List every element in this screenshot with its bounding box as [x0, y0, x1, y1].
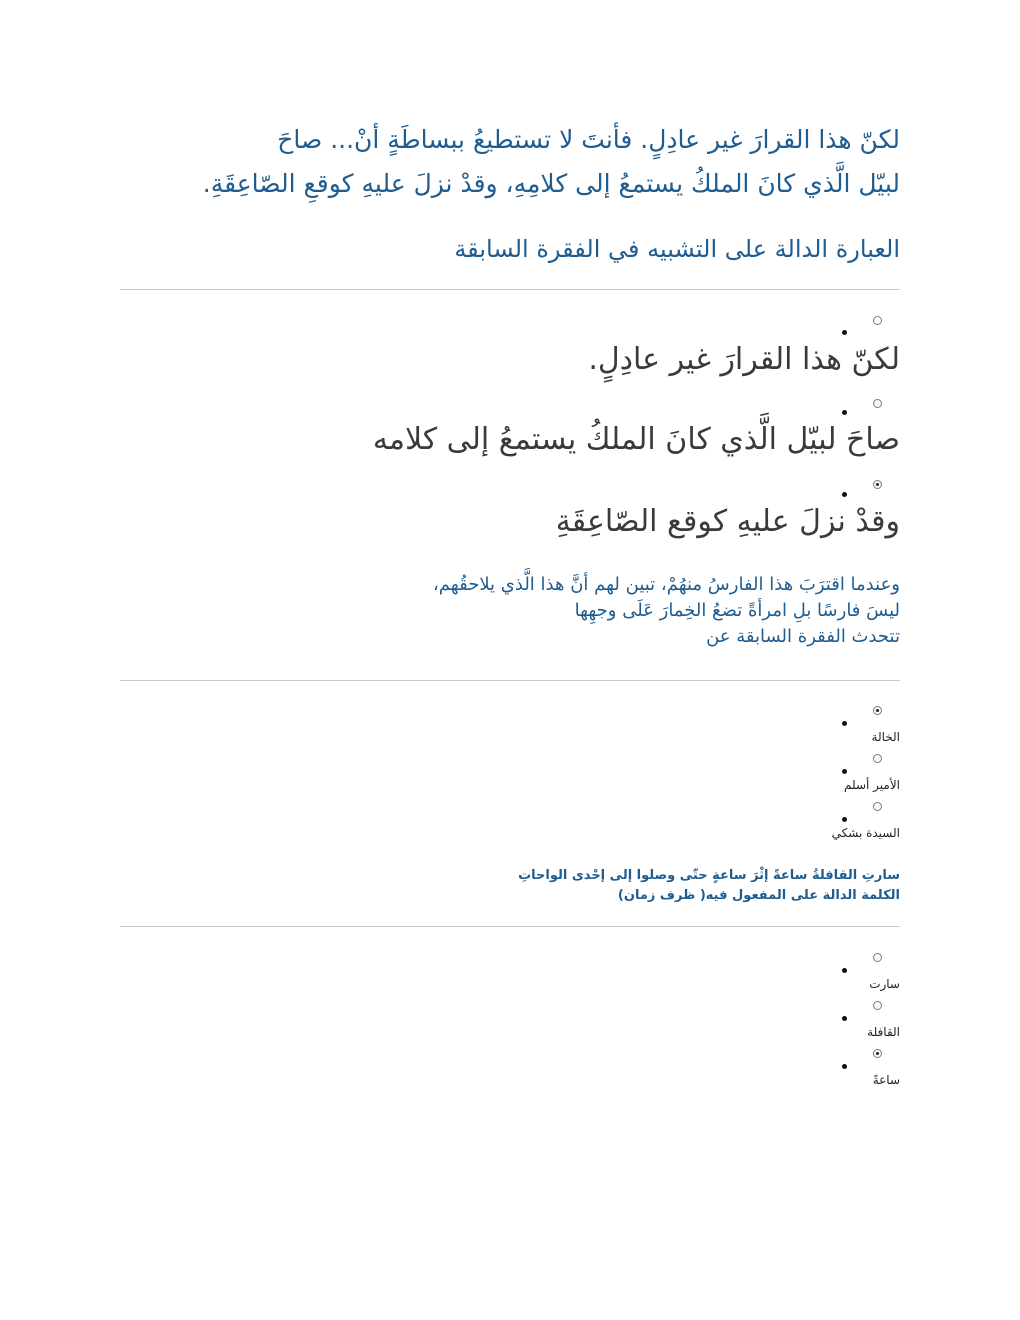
q2-prompt: تتحدث الفقرة السابقة عن [706, 626, 900, 647]
q1-stem-line2: لبيّل الَّذي كانَ الملكُ يستمعُ إلى كلامِهِ، وقدْ نزلَ عليهِ كوقعِ الصّاعِقَةِ. [202, 169, 900, 198]
q1-stem [120, 118, 900, 206]
q3-option-2[interactable] [700, 999, 900, 1045]
q1-option-1-label: لكنّ هذا القرارَ غير عادِلٍ. [588, 342, 900, 377]
q1-divider [120, 289, 900, 290]
bullet-icon [842, 817, 847, 822]
bullet-icon [842, 410, 847, 415]
q2-option-1-label: الخالة [871, 730, 900, 744]
q1-option-2-label: صاحَ لبيّل الَّذي كانَ الملكُ يستمعُ إلى كلامه [372, 422, 900, 457]
radio-button[interactable] [873, 1001, 882, 1010]
q2-option-1[interactable] [700, 704, 900, 750]
radio-button-selected[interactable] [873, 1049, 882, 1058]
q2-option-2[interactable] [700, 752, 900, 798]
q2-divider [120, 680, 900, 681]
q2-option-3[interactable] [700, 800, 900, 846]
bullet-icon [842, 1064, 847, 1069]
radio-button[interactable] [873, 316, 882, 325]
q1-stem-line1: لكنّ هذا القرارَ غير عادِلٍ. فأنتَ لا تستطيعُ ببساطَةٍ أنْ... صاحَ [277, 125, 900, 154]
radio-button-selected[interactable] [873, 706, 882, 715]
bullet-icon [842, 492, 847, 497]
q3-prompt: الكلمة الدالة على المفعول فيه( ظرف زمان) [617, 888, 900, 903]
bullet-icon [842, 330, 847, 335]
q2-stem-line1: وعندما اقترَبَ هذا الفارسُ منهُمْ، تبين لهم أنَّ هذا الَّذي يلاحقُهم، [433, 574, 900, 595]
q3-option-3-label: ساعةً [872, 1073, 900, 1087]
q1-prompt: العبارة الدالة على التشبيه في الفقرة السابقة [454, 235, 900, 263]
q3-options [120, 951, 900, 1101]
q1-option-3[interactable] [120, 478, 900, 558]
radio-button[interactable] [873, 754, 882, 763]
q3-divider [120, 926, 900, 927]
q3-stem-line1: سارتِ القافلةُ ساعةً إثْرَ ساعةٍ حتّى وصلوا إلى إحْدى الواحاتِ [518, 868, 900, 883]
bullet-icon [842, 769, 847, 774]
q2-option-2-label: الأمير أسلم [843, 778, 900, 792]
radio-button-selected[interactable] [873, 480, 882, 489]
bullet-icon [842, 968, 847, 973]
q2-options [120, 704, 900, 854]
q3-option-1-label: سارت [869, 977, 900, 991]
radio-button[interactable] [873, 802, 882, 811]
q1-option-2[interactable] [120, 396, 900, 476]
bullet-icon [842, 1016, 847, 1021]
radio-button[interactable] [873, 953, 882, 962]
q3-option-3[interactable] [700, 1047, 900, 1093]
q2-stem-line2: ليسَ فارسًا بلِ امرأةً تضعُ الخِمارَ عَلَى وجهِها [574, 600, 900, 621]
bullet-icon [842, 721, 847, 726]
q1-options [120, 310, 900, 560]
q3-option-1[interactable] [700, 951, 900, 997]
q3-option-2-label: القافلة [867, 1025, 900, 1039]
q2-stem [120, 572, 900, 650]
radio-button[interactable] [873, 399, 882, 408]
q3-stem [120, 866, 900, 906]
q1-option-1[interactable] [120, 310, 900, 390]
q2-option-3-label: السيدة بشكي [831, 826, 900, 840]
q1-option-3-label: وقدْ نزلَ عليهِ كوقع الصّاعِقَةِ [555, 504, 900, 539]
